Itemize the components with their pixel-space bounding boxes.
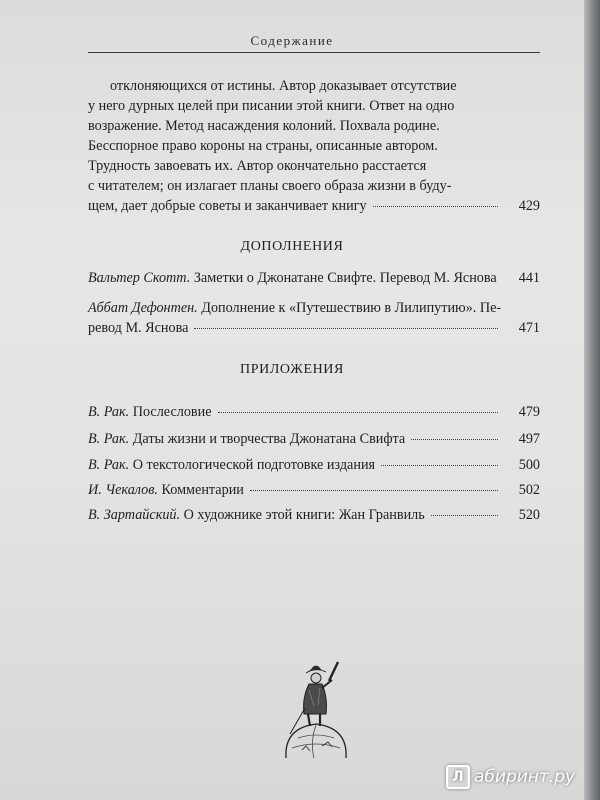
section-title-appendices: ПРИЛОЖЕНИЯ [240, 362, 344, 377]
page-number: 520 [518, 507, 540, 523]
entry-author: Вальтер Скотт. [88, 270, 191, 286]
entry-author: И. Чекалов. [88, 482, 158, 498]
entry-title: О художнике этой книги: Жан Гранвиль [183, 507, 425, 523]
toc-entry [88, 505, 540, 525]
labirint-watermark [446, 764, 586, 790]
entry-title: Дополнение к «Путешествию в Лилипутию». Пе- [201, 300, 502, 316]
continuation-line: возражение. Метод насаждения колоний. Похвала родине. [88, 118, 440, 134]
section-title-supplements: ДОПОЛНЕНИЯ [240, 239, 344, 254]
header-rule [88, 52, 540, 53]
toc-entry [88, 480, 540, 500]
dot-leader [250, 490, 498, 491]
continuation-last-line [88, 196, 540, 216]
continuation-line: с читателем; он излагает планы своего образа жизни в буду- [88, 178, 452, 194]
entry-title: Послесловие [132, 404, 212, 420]
entry-author: Аббат Дефонтен. [88, 300, 198, 316]
toc-entry [88, 298, 540, 338]
page-number: 479 [518, 404, 540, 420]
labirint-logo-icon: Л [446, 765, 470, 789]
gulliver-vignette-illustration [276, 650, 356, 760]
dot-leader [373, 206, 498, 207]
dot-leader [194, 328, 498, 329]
watermark-text: абиринт.ру [474, 767, 576, 787]
dot-leader [381, 465, 498, 466]
continuation-entry [88, 76, 540, 216]
page-number: 502 [518, 482, 540, 498]
toc-entry [88, 268, 540, 288]
toc-entry [88, 402, 540, 422]
dot-leader [411, 439, 498, 440]
entry-title: Даты жизни и творчества Джонатана Свифта [132, 431, 406, 447]
book-edge [584, 0, 600, 800]
entry-author: В. Рак. [88, 404, 130, 420]
page-number: 441 [518, 270, 540, 286]
dot-leader [431, 515, 498, 516]
continuation-line: Трудность завоевать их. Автор окончательно расстается [88, 158, 427, 174]
entry-title: Заметки о Джонатане Свифте. Перевод М. Яснова [193, 270, 497, 286]
entry-author: В. Рак. [88, 457, 130, 473]
page-number: 471 [518, 320, 540, 336]
continuation-line: Бесспорное право короны на страны, описанные автором. [88, 138, 438, 154]
toc-entry [88, 429, 540, 449]
entry-title-continued: ревод М. Яснова [88, 320, 189, 336]
page-number: 429 [518, 198, 540, 214]
dot-leader [218, 412, 499, 413]
running-head: Содержание [250, 33, 334, 48]
continuation-line: щем, дает добрые советы и заканчивает книгу [88, 198, 367, 214]
toc-entry [88, 455, 540, 475]
entry-author: В. Зартайский. [88, 507, 181, 523]
page-number: 497 [518, 431, 540, 447]
continuation-line: у него дурных целей при писании этой книги. Ответ на одно [88, 98, 455, 114]
entry-title: О текстологической подготовке издания [132, 457, 376, 473]
entry-title: Комментарии [161, 482, 244, 498]
entry-author: В. Рак. [88, 431, 130, 447]
page-number: 500 [518, 457, 540, 473]
continuation-line: отклоняющихся от истины. Автор доказывает отсутствие [110, 78, 457, 94]
